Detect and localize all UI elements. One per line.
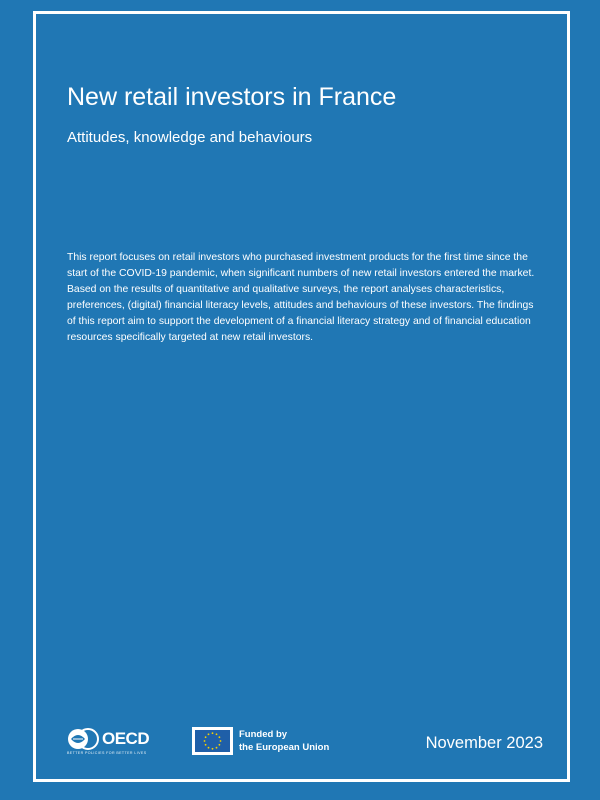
report-summary: This report focuses on retail investors who purchased investment products for the first time since the start of the COVID-19 pandemic, when significant numbers of new retail investors entered the market. Based on the results of quantitative and qualitative surveys, the report analyses characteristics, preferences, (digital) financial literacy levels, attitudes and behaviours of these investors. The findings of this report aim to support the development of a financial literacy strategy and of financial education resources specifically targeted at new retail investors. — [67, 252, 535, 343]
cover-frame — [33, 11, 570, 782]
oecd-tagline: BETTER POLICIES FOR BETTER LIVES — [67, 751, 147, 755]
eu-funding-text — [239, 728, 329, 754]
report-title: New retail investors in France — [67, 83, 397, 111]
report-subtitle: Attitudes, knowledge and behaviours — [67, 129, 313, 146]
eu-funding-line2: the European Union — [239, 742, 330, 753]
oecd-wordmark: OECD — [102, 729, 150, 748]
publication-date: November 2023 — [425, 734, 543, 752]
oecd-logo — [67, 728, 163, 760]
oecd-globe-icon — [67, 728, 99, 750]
eu-funding-line1: Funded by — [239, 729, 288, 740]
eu-flag-icon — [192, 727, 233, 755]
